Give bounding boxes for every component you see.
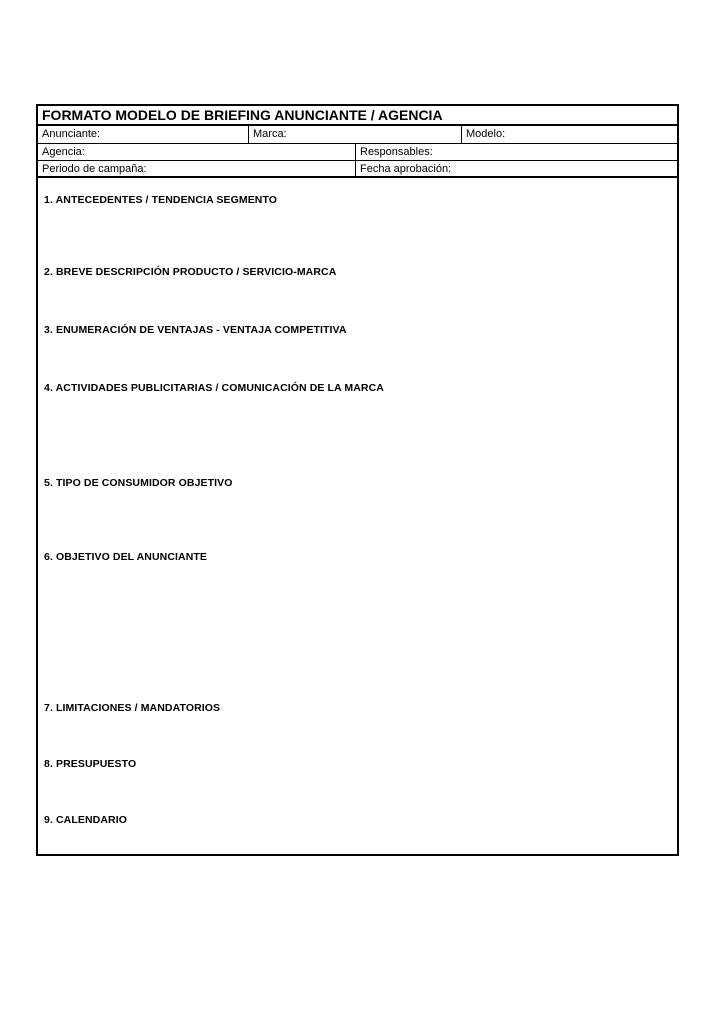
section-antecedentes: 1. ANTECEDENTES / TENDENCIA SEGMENTO [44,194,278,206]
marca-field[interactable]: Marca: [248,126,461,143]
agencia-field[interactable]: Agencia: [42,146,85,158]
section-ventajas: 3. ENUMERACIÓN DE VENTAJAS - VENTAJA COMPETITIVA [44,324,347,336]
section-presupuesto: 8. PRESUPUESTO [44,758,137,770]
form-title: FORMATO MODELO DE BRIEFING ANUNCIANTE / AGENCIA [42,107,443,123]
modelo-field[interactable]: Modelo: [461,126,677,143]
anunciante-field[interactable]: Anunciante: [42,128,101,140]
section-limitaciones: 7. LIMITACIONES / MANDATORIOS [44,702,221,714]
responsables-field[interactable]: Responsables: [355,144,677,160]
section-consumidor-objetivo: 5. TIPO DE CONSUMIDOR OBJETIVO [44,477,233,489]
section-calendario: 9. CALENDARIO [44,814,127,826]
header-row-agencia [38,144,677,161]
periodo-field[interactable]: Periodo de campaña: [42,163,147,175]
header-row-periodo [38,161,677,178]
form-title-row [38,106,677,126]
section-objetivo-anunciante: 6. OBJETIVO DEL ANUNCIANTE [44,551,208,563]
header-row-anunciante [38,126,677,144]
fecha-aprobacion-field[interactable]: Fecha aprobación: [355,161,677,176]
briefing-form [36,104,679,856]
section-actividades-publicitarias: 4. ACTIVIDADES PUBLICITARIAS / COMUNICACIÓN DE LA MARCA [44,382,384,394]
section-descripcion-producto: 2. BREVE DESCRIPCIÓN PRODUCTO / SERVICIO-MARCA [44,266,337,278]
